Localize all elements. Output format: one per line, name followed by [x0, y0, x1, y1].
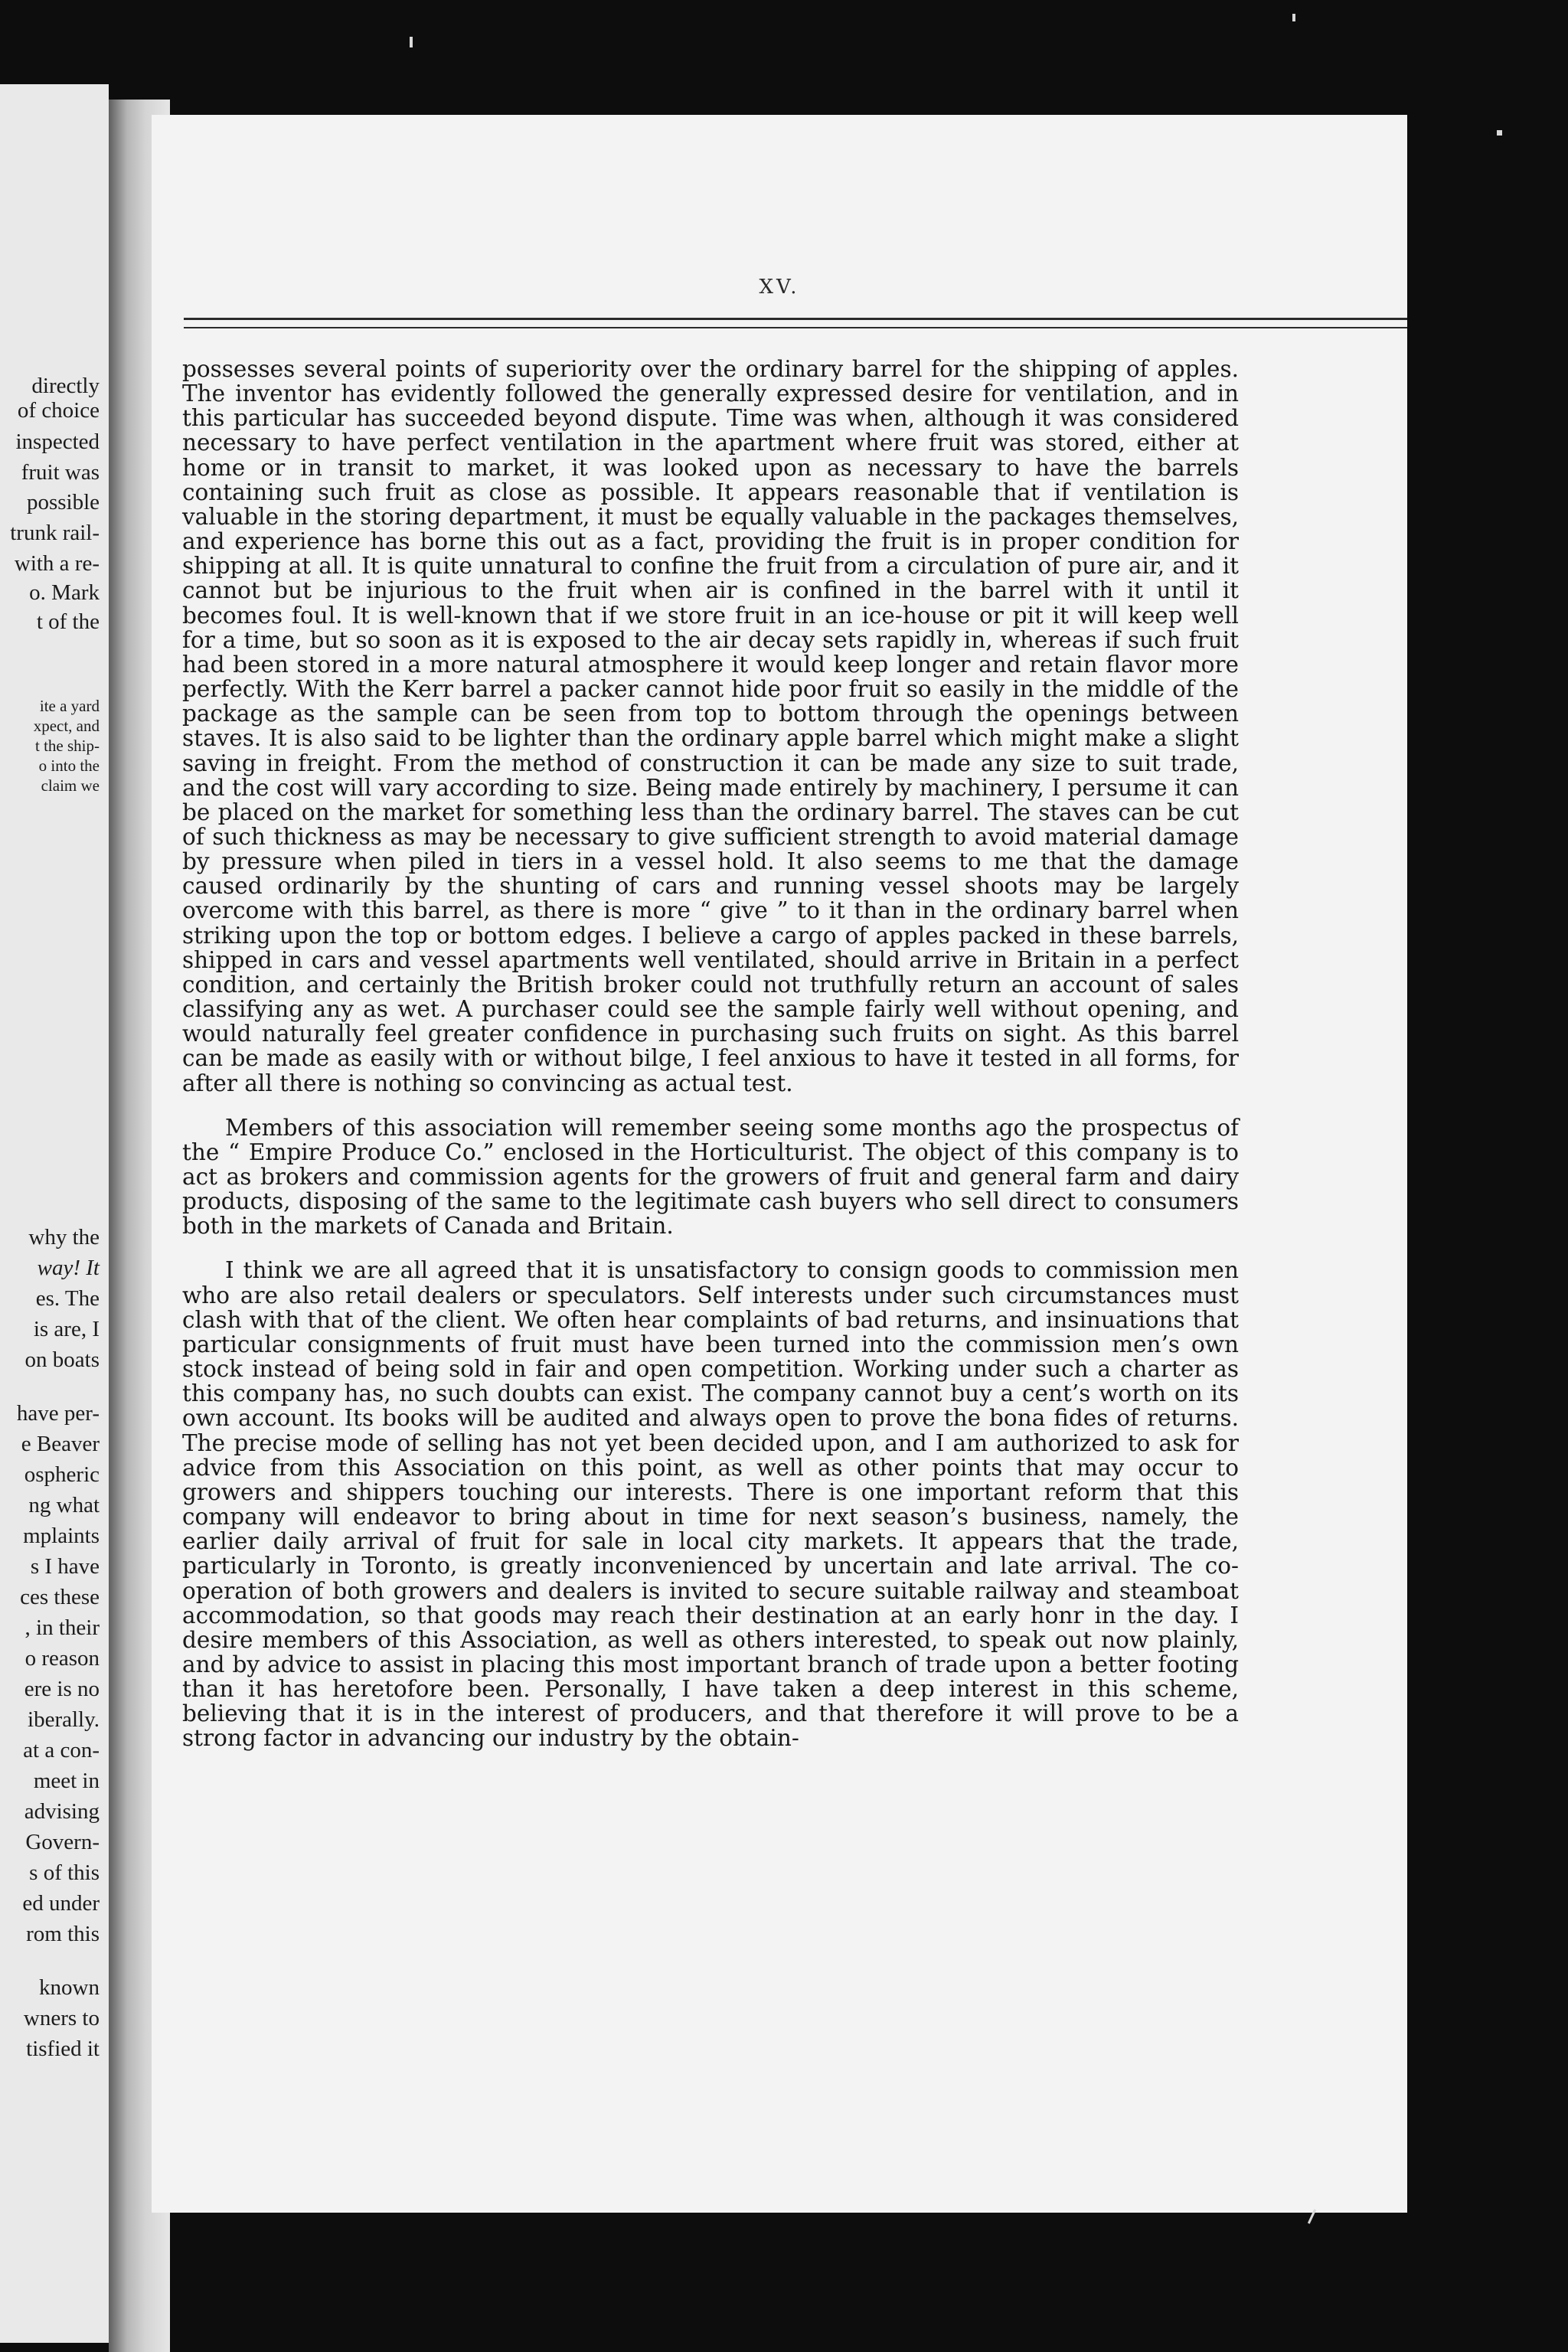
- left-fragment-line: at a con-: [23, 1738, 100, 1762]
- left-fragment-line: known: [39, 1975, 100, 2000]
- body-text: [182, 357, 1239, 1751]
- scan-speck: [410, 37, 413, 47]
- left-fragment-line: xpect, and: [33, 717, 100, 735]
- header-rule: [184, 318, 1407, 328]
- left-fragment-line: advising: [24, 1799, 100, 1824]
- left-fragment-line: inspected: [15, 430, 100, 454]
- left-fragment-line: iberally.: [28, 1707, 100, 1732]
- left-fragment-line: is are, I: [33, 1317, 100, 1341]
- left-fragment-line: directly: [31, 374, 100, 398]
- left-fragment-line: o. Mark: [29, 580, 100, 605]
- left-fragment-line: way! It: [37, 1256, 100, 1280]
- book-page: [152, 115, 1407, 2213]
- left-fragment-line: es. The: [35, 1286, 100, 1311]
- paragraph: possesses several points of superiority over the ordinary barrel for the shipping of apples. The inventor has evidently followed the generally expressed desire for ventilation, and in this particular has succeeded beyond dispute. Time was when, although it was considered necessary to have perfect ventilation in the apartment where fruit was stored, either at home or in transit to market, it was looked upon as necessary to have the barrels containing such fruit as close as possible. It appears reasonable that if ventilation is valuable in the storing department, it must be equally valuable in the packages themselves, and experience has borne this out as a fact, providing the fruit is in proper condition for shipping at all. It is quite unnatural to confine the fruit from a circulation of pure air, and it cannot but be injurious to the fruit when air is confined in the barrel with it until it becomes foul. It is well-known that if we store fruit in an ice-house or pit it will keep well for a time, but so soon as it is exposed to the air decay sets rapidly in, whereas if such fruit had been stored in a more natural atmosphere it would keep longer and retain flavor more perfectly. With the Kerr barrel a packer cannot hide poor fruit so easily in the middle of the package as the sample can be seen from top to bottom through the openings between staves. It is also said to be lighter than the ordinary apple barrel which might make a slight saving in freight. From the method of construction it can be made any size to suit trade, and the cost will vary according to size. Being made entirely by machinery, I persume it can be placed on the market for something less than the ordinary barrel. The staves can be cut of such thickness as may be necessary to give sufficient strength to avoid material damage by pressure when piled in tiers in a vessel hold. It also seems to me that the damage caused ordinarily by the shunting of cars and running vessel shoots may be largely overcome with this barrel, as there is more “ give ” to it than in the ordinary barrel when striking upon the top or bottom edges. I believe a cargo of apples packed in these barrels, shipped in cars and vessel apartments well ventilated, should arrive in Britain in a perfect condition, and certainly the British broker could not truthfully return an account of sales classifying any as wet. A purchaser could see the sample fairly well without opening, and would naturally feel greater confidence in purchasing such fruits on sight. As this barrel can be made as easily with or without bilge, I feel anxious to have it tested in all forms, for after all there is nothing so convincing as actual test.: [182, 356, 1239, 1096]
- page-number: XV.: [759, 276, 800, 299]
- left-fragment-line: meet in: [33, 1769, 100, 1793]
- scan-speck: [1497, 130, 1502, 136]
- left-fragment-line: fruit was: [21, 460, 100, 485]
- left-fragment-line: e Beaver: [21, 1432, 100, 1456]
- left-fragment-line: ces these: [20, 1585, 100, 1609]
- left-fragment-line: claim we: [41, 776, 100, 795]
- left-fragment-line: possible: [26, 490, 100, 514]
- left-fragment-line: o reason: [24, 1646, 100, 1671]
- left-fragment-line: Govern-: [25, 1830, 100, 1854]
- left-fragment-line: with a re-: [14, 551, 100, 576]
- scan-speck: [1292, 14, 1295, 21]
- left-fragment-line: on boats: [24, 1348, 100, 1372]
- left-fragment-line: s of this: [29, 1860, 100, 1885]
- left-fragment-line: mplaints: [23, 1524, 100, 1548]
- left-fragment-line: ng what: [28, 1493, 100, 1517]
- left-fragment-line: why the: [28, 1225, 100, 1250]
- left-fragment-line: rom this: [26, 1922, 100, 1946]
- left-fragment-line: ere is no: [24, 1677, 100, 1701]
- left-fragment-line: t the ship-: [35, 737, 100, 755]
- left-fragment-line: wners to: [23, 2006, 100, 2030]
- left-fragment-line: ospheric: [24, 1462, 100, 1487]
- left-fragment-line: o into the: [38, 756, 100, 775]
- previous-page-fragment: [0, 84, 109, 2343]
- left-fragment-line: , in their: [24, 1615, 100, 1640]
- left-fragment-line: t of the: [36, 609, 100, 634]
- left-fragment-line: ite a yard: [39, 697, 100, 715]
- paragraph: Members of this association will remember seeing some months ago the prospectus of the “ Empire Produce Co.” enclosed in the Horticulturist. The object of this company is to act as brokers and commission agents for the growers of fruit and general farm and dairy products, disposing of the same to the legitimate cash buyers who sell direct to consumers both in the markets of Canada and Britain.: [182, 1114, 1239, 1240]
- left-fragment-line: of choice: [17, 398, 100, 423]
- left-fragment-line: s I have: [30, 1554, 100, 1579]
- left-fragment-line: have per-: [16, 1401, 100, 1426]
- left-fragment-line: ed under: [22, 1891, 100, 1916]
- left-fragment-line: trunk rail-: [10, 521, 100, 545]
- paragraph: I think we are all agreed that it is unsatisfactory to consign goods to commission men who are also retail dealers or speculators. Self interests under such circumstances must clash with that of the client. We often hear complaints of bad returns, and insinuations that particular consignments of fruit must have been turned into the commission men’s own stock instead of being sold in fair and open competition. Working under such a charter as this company has, no such doubts can exist. The company cannot buy a cent’s worth on its own account. Its books will be audited and always open to prove the bona fides of returns. The precise mode of selling has not yet been decided upon, and I am authorized to ask for advice from this Association on this point, as well as other points that may occur to growers and shippers touching our interests. There is one important reform that this company will endeavor to bring about in time for next season’s business, namely, the earlier daily arrival of fruit for sale in local city markets. It appears that the trade, particularly in Toronto, is greatly inconvenienced by uncertain and late arrival. The co-operation of both growers and dealers is invited to secure suitable railway and steamboat accommodation, so that goods may reach their destination at an early honr in the day. I desire members of this Association, as well as others interested, to speak out now plainly, and by advice to assist in placing this most important branch of trade upon a better footing than it has heretofore been. Personally, I have taken a deep interest in this scheme, believing that it is in the interest of producers, and that therefore it will prove to be a strong factor in advancing our industry by the obtain-: [182, 1257, 1239, 1752]
- left-fragment-line: tisfied it: [26, 2037, 100, 2061]
